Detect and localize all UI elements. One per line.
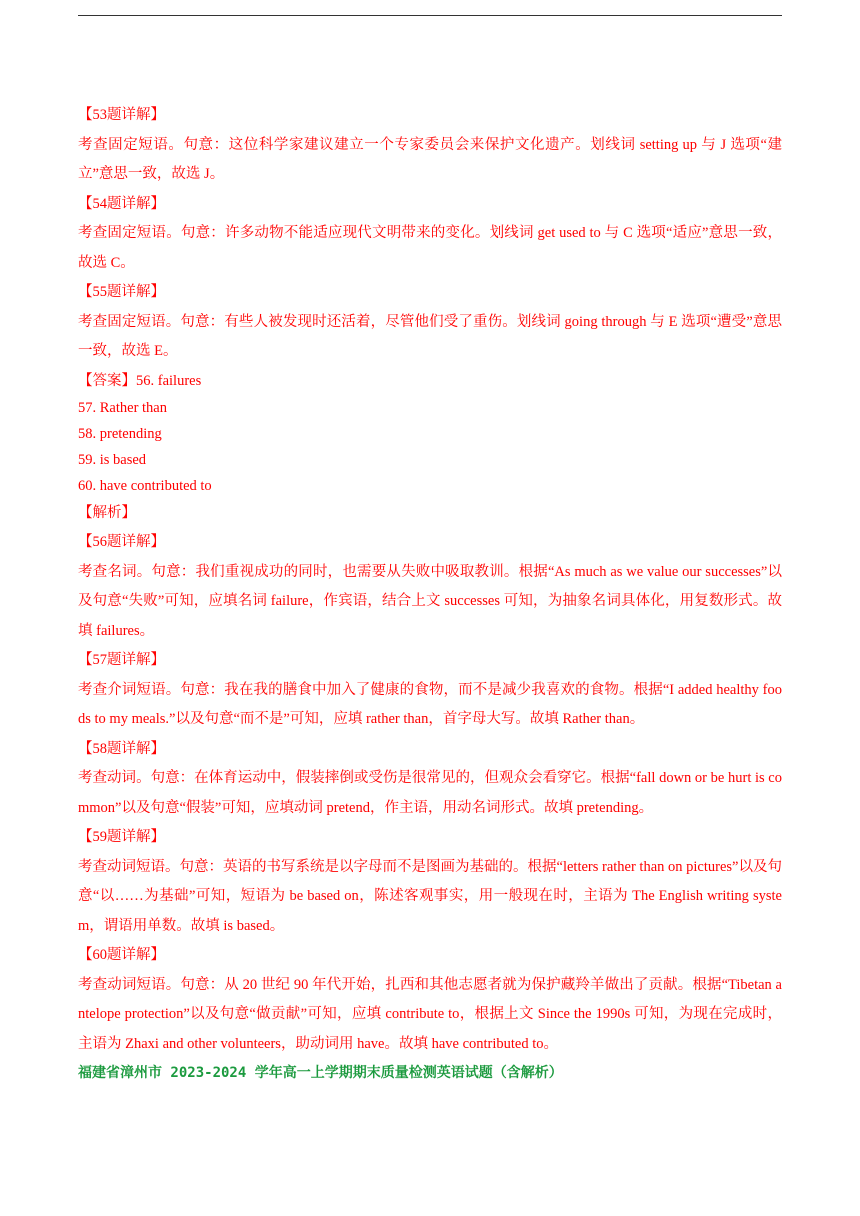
answer-57: 57. Rather than: [78, 399, 167, 416]
analysis-label: 【解析】: [78, 504, 136, 521]
q55-heading: 【55题详解】: [78, 284, 165, 300]
q54-heading: 【54题详解】: [78, 195, 165, 212]
q60-heading: 【60题详解】: [78, 947, 165, 963]
q57-explanation: 考查介词短语。句意：我在我的膳食中加入了健康的食物，而不是减少我喜欢的食物。根据“I added healthy foods to my meals.”以及句意“而不是”可知，应填 rather than，首字母大写。故填 Rather than。: [78, 681, 782, 727]
q56-explanation: 考查名词。句意：我们重视成功的同时，也需要从失败中吸取教训。根据“As much as we value our successes”以及句意“失败”可知，应填名词 failure，作宾语，结合上文 successes 可知，为抽象名词具体化，用复数形式。故填 failures。: [78, 563, 782, 639]
answer-59: 59. is based: [78, 451, 147, 468]
document-body: [78, 101, 782, 1089]
q57-heading: 【57题详解】: [78, 652, 165, 668]
answer-58: 58. pretending: [78, 425, 162, 442]
q55-explanation: 考查固定短语。句意：有些人被发现时还活着，尽管他们受了重伤。划线词 going through 与 E 选项“遭受”意思一致，故选 E。: [78, 313, 782, 359]
answer-heading: 【答案】56. failures: [78, 372, 202, 389]
header-rule: [78, 15, 782, 16]
document-title: 福建省漳州市 2023-2024 学年高一上学期期末质量检测英语试题（含解析）: [78, 1065, 563, 1081]
answer-60: 60. have contributed to: [78, 477, 212, 494]
q56-heading: 【56题详解】: [78, 534, 165, 550]
q59-explanation: 考查动词短语。句意：英语的书写系统是以字母而不是图画为基础的。根据“letters rather than on pictures”以及句意“以……为基础”可知，短语为 be based on，陈述客观事实，用一般现在时，主语为 The English writing system，谓语用单数。故填 is based。: [78, 858, 782, 934]
q53-heading: 【53题详解】: [78, 107, 165, 123]
q58-heading: 【58题详解】: [78, 740, 165, 757]
q53-explanation: 考查固定短语。句意：这位科学家建议建立一个专家委员会来保护文化遗产。划线词 setting up 与 J 选项“建立”意思一致，故选 J。: [78, 136, 782, 182]
q59-heading: 【59题详解】: [78, 829, 165, 845]
q54-explanation: 考查固定短语。句意：许多动物不能适应现代文明带来的变化。划线词 get used to 与 C 选项“适应”意思一致，故选 C。: [78, 225, 782, 271]
q60-explanation: 考查动词短语。句意：从 20 世纪 90 年代开始，扎西和其他志愿者就为保护藏羚羊做出了贡献。根据“Tibetan antelope protection”以及句意“做贡献”可知，应填 contribute to，根据上文 Since the 1990s 可知，为现在完成时，主语为 Zhaxi and other volunteers，助动词用 have。故填 have contributed to。: [78, 976, 782, 1052]
q58-explanation: 考查动词。句意：在体育运动中，假装摔倒或受伤是很常见的，但观众会看穿它。根据“fall down or be hurt is common”以及句意“假装”可知，应填动词 pretend，作主语，用动名词形式。故填 pretending。: [78, 770, 782, 816]
